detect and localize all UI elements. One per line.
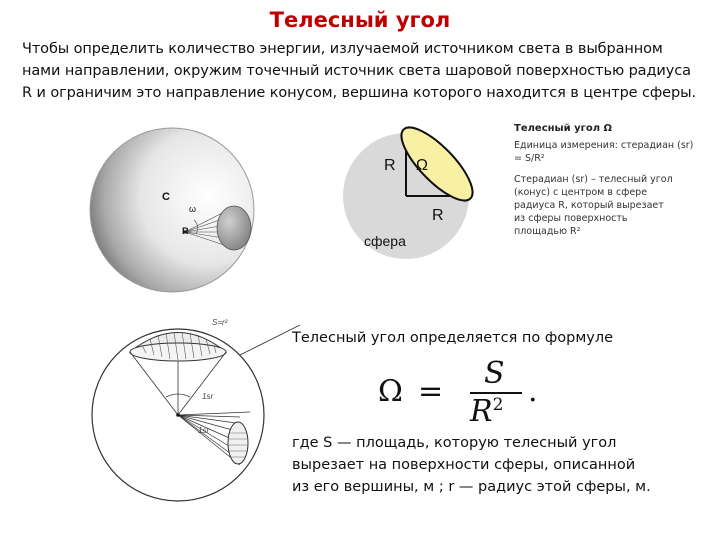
label-r-left: R [384,157,396,174]
formula-denominator [470,394,503,429]
sidebox-line: Единица измерения: стерадиан (sr) [514,140,694,151]
sidebox-line: (конус) с центром в сфере [514,187,648,198]
label-omega: Ω [416,157,428,174]
label-r-small: R [182,226,189,236]
label-sphere: сфера [364,233,406,249]
denominator-power: 2 [492,395,504,415]
formula-intro-text: Телесный угол определяется по формуле [292,330,614,346]
label-1sr-mid: 1sr [202,392,214,401]
sidebox-heading: Телесный угол Ω [514,123,612,134]
cone-cap-shape [217,206,251,250]
formula-equals: = [418,374,444,409]
sidebox-line: из сферы поверхность [514,213,628,224]
line-sphere-figure [90,315,280,530]
steradian-diagram [346,118,486,268]
sidebox-line: площадью R² [514,226,581,237]
sidebox-line: = S/R² [514,153,545,164]
denominator-base: R [470,394,493,429]
formula-numerator: S [484,356,505,391]
explanation-line: вырезает на поверхности сферы, описанной [292,457,636,473]
sidebox-line: Стерадиан (sr) – телесный угол [514,174,673,185]
label-omega-small: ω [189,204,197,214]
label-area-top: S=r² [212,318,228,327]
intro-paragraph [22,38,702,104]
explanation-line: где S — площадь, которую телесный угол [292,435,617,451]
explanation-line: из его вершины, м ; r — радиус этой сферы, м. [292,479,651,495]
intro-line: нами направлении, окружим точечный источник света шаровой поверхностью радиуса [22,63,691,79]
formula-end: . [528,374,538,409]
label-c: C [162,191,170,203]
sphere-cone-figure [90,120,260,300]
formula-lhs: Ω [378,374,403,409]
intro-line: Чтобы определить количество энергии, излучаемой источником света в выбранном [22,41,663,57]
explanation-paragraph [292,432,651,498]
label-1sr-low: 1sr [198,426,210,435]
page-title: Телесный угол [269,8,451,32]
sidebox-line: радиуса R, который вырезает [514,200,664,211]
label-r-bottom: R [432,207,444,224]
intro-line: R и ограничим это направление конусом, вершина которого находится в центре сферы. [22,85,696,101]
steradian-definition-box [514,122,694,238]
